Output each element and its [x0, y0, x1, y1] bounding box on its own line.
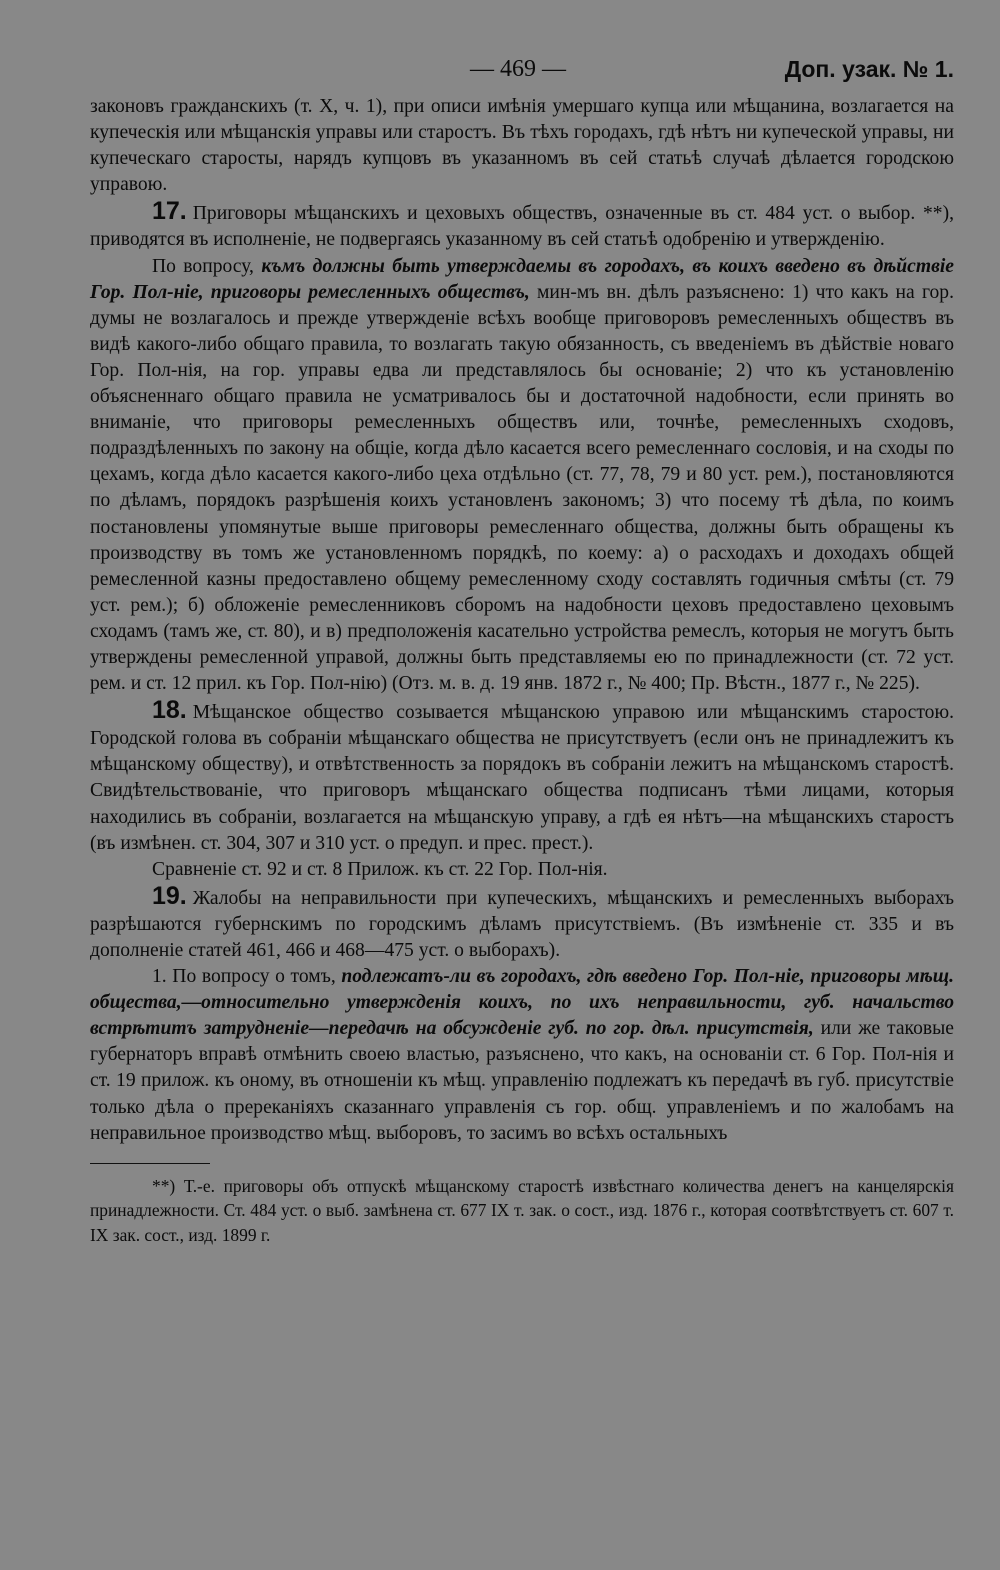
note-text: или же таковые губернаторъ вправѣ отмѣнить своею властью, разъяснено, что какъ, на основаніи ст. 6 Гор. Пол-нія и ст. 19 прилож. къ оному, въ отношеніи къ мѣщ. управленію подлежатъ къ передачѣ въ губ. присутствіе только дѣла о пререканіяхъ сказаннаго управленія съ гор. общ. управленіемъ и по жалобамъ на неправильное производство мѣщ. выборовъ, то засимъ во всѣхъ остальныхъ: [90, 1018, 954, 1144]
note-lead: 1. По вопросу о томъ,: [152, 966, 342, 988]
note-text: мин-мъ вн. дѣлъ разъяснено: 1) что какъ на гор. думы не возлагалось и прежде утвержденіе всѣхъ вообще приговоровъ ремесленныхъ обществъ въ видѣ какого-либо общаго правила, то возлагать такую обязанность, съ введеніемъ въ дѣйствіе новаго Гор. Пол-нія, на гор. управы едва ли представлялось бы основаніе; 2) что къ установленію объясненнаго общаго правила не усматривалось бы и достаточной надобности, если принять во вниманіе, что приговоры ремесленныхъ обществъ или, точнѣе, ремесленныхъ сходовъ, подраздѣленныхъ по закону на общіе, когда дѣло касается всего ремесленнаго сословія, и на сходы по цехамъ, когда дѣло касается какого-либо цеха отдѣльно (ст. 77, 78, 79 и 80 уст. рем.), постановляются по дѣламъ, порядокъ разрѣшенія коихъ установленъ закономъ; 3) что посему тѣ дѣла, по коимъ постановлены упомянутые выше приговоры ремесленнаго общества, должны быть обращены къ производству въ томъ же установленномъ порядкѣ, по коему: а) о расходахъ и доходахъ общей ремесленной казны предоставлено общему ремесленному сходу составлять годичныя смѣты (ст. 79 уст. рем.); б) обложеніе ремесленниковъ сборомъ на надобности цеховъ предоставлено цеховымъ сходамъ (тамъ же, ст. 80), и в) предположенія касательно устройства ремеслъ, которыя не могутъ быть утверждены ремесленной управой, должны быть представляемы ею по принадлежности (ст. 72 уст. рем. и ст. 12 прил. къ Гор. Пол-нію) (Отз. м. в. д. 19 янв. 1872 г., № 400; Пр. Вѣстн., 1877 г., № 225).: [90, 281, 954, 695]
article-text: Жалобы на неправильности при купеческихъ, мѣщанскихъ и ремесленныхъ выборахъ разрѣшаются губернскимъ по городскимъ дѣламъ присутствіемъ. (Въ измѣненіе ст. 335 и въ дополненіе статей 461, 466 и 468—475 уст. о выборахъ).: [90, 887, 954, 961]
intro-paragraph: законовъ гражданскихъ (т. X, ч. 1), при описи имѣнія умершаго купца или мѣщанина, возлагается на купеческія или мѣщанскія управы или старостъ. Въ тѣхъ городахъ, гдѣ нѣтъ ни купеческой управы, ни купеческаго старосты, нарядъ купцовъ въ указанномъ въ сей статьѣ случаѣ дѣлается городскою управою.: [90, 96, 954, 196]
article-text: Мѣщанское общество созывается мѣщанскою управою или мѣщанскимъ старостою. Городской голова въ собраніи мѣщанскаго общества не присутствуетъ (если онъ не принадлежитъ къ мѣщанскому обществу), и отвѣтственность за порядокъ въ собраніи лежитъ на мѣщанскомъ старостѣ. Свидѣтельствованіе, что приговоръ мѣщанскаго общества подписанъ тѣми лицами, которыя находились въ собраніи, возлагается на мѣщанскую управу, а гдѣ ея нѣтъ—на мѣщанскихъ старостъ (въ измѣнен. ст. 304, 307 и 310 уст. о предуп. и прес. прест.).: [90, 702, 954, 854]
article-text: Приговоры мѣщанскихъ и цеховыхъ обществъ, означенные въ ст. 484 уст. о выбор. **), приводятся въ исполненіе, не подвергаясь указанному въ сей статьѣ одобренію и утвержденію.: [90, 203, 954, 251]
article-19-note: [90, 964, 954, 1147]
article-17-note: [90, 254, 954, 698]
note-question: къмъ должны быть утверждаемы въ городахъ, въ коихъ введено въ дѣйствіе Гор. Пол-ніе, приговоры ремесленныхъ обществъ,: [90, 255, 955, 303]
article-number: 19.: [152, 881, 187, 910]
page-header: [90, 50, 954, 94]
article-number: 18.: [152, 696, 187, 725]
page-number: — 469 —: [470, 56, 566, 82]
article-number: 17.: [152, 197, 187, 226]
section-label: Доп. узак. № 1.: [784, 56, 954, 82]
note-lead: По вопросу,: [152, 255, 262, 277]
article-17: [90, 198, 954, 253]
footnotes: [90, 1174, 954, 1248]
article-18-compare: Сравненіе ст. 92 и ст. 8 Прилож. къ ст. 22 Гор. Пол-нія.: [152, 858, 608, 880]
footnote-divider: [90, 1163, 210, 1164]
article-18: [90, 697, 954, 857]
article-19: [90, 883, 954, 964]
main-text: [90, 94, 954, 1147]
note-question: подлежатъ-ли въ городахъ, гдѣ введено Гор. Пол-ніе, приговоры мѣщ. общества,—относительно утвержденія коихъ, по ихъ неправильности, губ. начальство встрѣтитъ затрудненіе—передачѣ на обсужденіе губ. по гор. дѣл. присутствія,: [90, 966, 954, 1040]
footnote: **) Т.-е. приговоры объ отпускѣ мѣщанскому старостѣ извѣстнаго количества денегъ на канцелярскія принадлежности. Ст. 484 уст. о выб. замѣнена ст. 677 IX т. зак. о сост., изд. 1876 г., которая соотвѣтствуетъ ст. 607 т. IX зак. сост., изд. 1899 г.: [90, 1175, 954, 1245]
